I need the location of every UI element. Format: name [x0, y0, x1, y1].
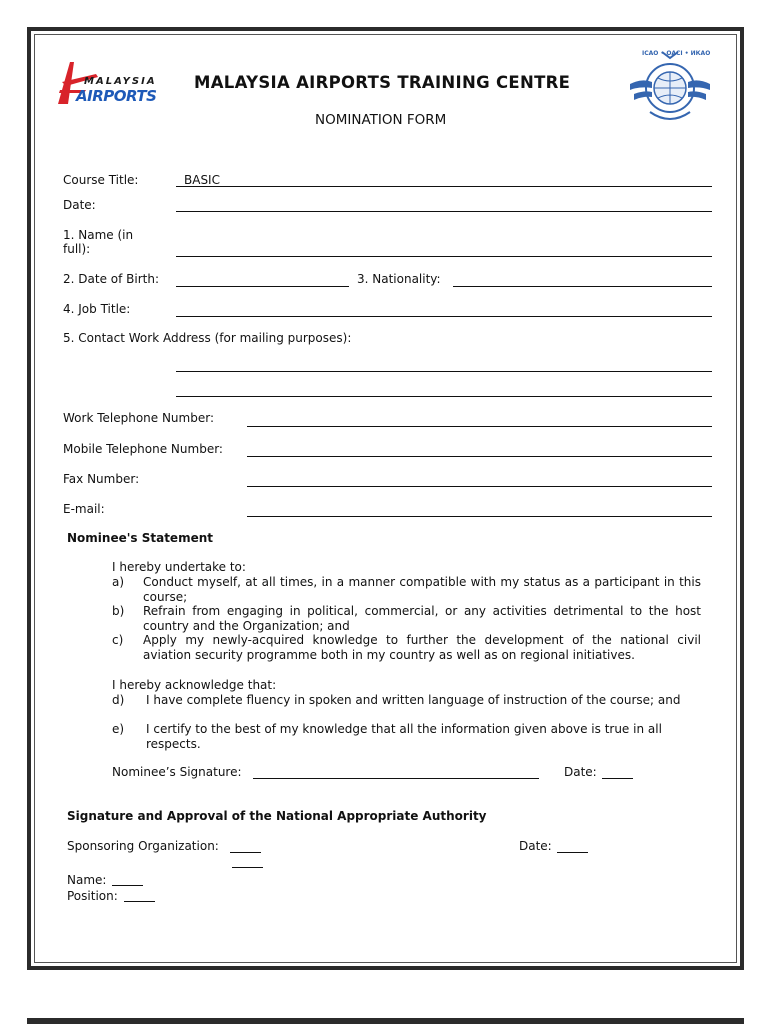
- fax-line[interactable]: [247, 486, 712, 487]
- page-frame-inner: [34, 34, 737, 963]
- list-text: I certify to the best of my knowledge that all the information given above is true in all respects.: [146, 722, 662, 751]
- course-title-line[interactable]: [176, 186, 712, 187]
- list-marker: b): [112, 604, 125, 618]
- undertake-intro: I hereby undertake to:: [112, 560, 246, 574]
- mobile-tel-line[interactable]: [247, 456, 712, 457]
- approval-heading: Signature and Approval of the National Appropriate Authority: [67, 809, 487, 823]
- list-marker: e): [112, 722, 125, 736]
- approver-name-line[interactable]: [112, 885, 143, 886]
- job-title-label: 4. Job Title:: [63, 302, 131, 316]
- approver-position-line[interactable]: [124, 901, 155, 902]
- date-label: Date:: [63, 198, 96, 212]
- name-line[interactable]: [176, 256, 712, 257]
- list-item: [112, 604, 701, 633]
- list-text: Conduct myself, at all times, in a manner compatible with my status as a participant in this course;: [143, 575, 701, 604]
- job-title-line[interactable]: [176, 316, 712, 317]
- work-tel-line[interactable]: [247, 426, 712, 427]
- acknowledge-intro: I hereby acknowledge that:: [112, 678, 277, 692]
- address-line-2[interactable]: [176, 396, 712, 397]
- list-marker: a): [112, 575, 125, 589]
- address-line-1[interactable]: [176, 371, 712, 372]
- course-title-value[interactable]: BASIC: [184, 173, 220, 187]
- approver-position-label: Position:: [67, 889, 118, 903]
- logo-text-top: MALAYSIA: [84, 76, 157, 87]
- approver-name-label: Name:: [67, 873, 107, 887]
- list-marker: c): [112, 633, 124, 647]
- list-item: [112, 693, 701, 722]
- list-item: [112, 722, 701, 751]
- list-item: [112, 633, 701, 662]
- name-label-line2: full):: [63, 242, 91, 256]
- name-label-line1: 1. Name (in: [63, 228, 134, 242]
- nominee-signature-line[interactable]: [253, 778, 539, 779]
- email-line[interactable]: [247, 516, 712, 517]
- nominee-signature-label: Nominee’s Signature:: [112, 765, 242, 779]
- email-label: E-mail:: [63, 502, 105, 516]
- approval-date-label: Date:: [519, 839, 552, 853]
- list-marker: d): [112, 693, 125, 707]
- nominee-date-label: Date:: [564, 765, 597, 779]
- fax-label: Fax Number:: [63, 472, 140, 486]
- course-title-label: Course Title:: [63, 173, 139, 187]
- sponsoring-org-line[interactable]: [230, 852, 261, 853]
- page-frame: [27, 27, 744, 970]
- approval-date-line[interactable]: [557, 852, 588, 853]
- nationality-label: 3. Nationality:: [357, 272, 441, 286]
- list-item: [112, 575, 701, 604]
- sponsoring-org-line-2[interactable]: [232, 867, 263, 868]
- mobile-tel-label: Mobile Telephone Number:: [63, 442, 223, 456]
- nationality-line[interactable]: [453, 286, 712, 287]
- dob-line[interactable]: [176, 286, 349, 287]
- list-text: Refrain from engaging in political, commercial, or any activities detrimental to the host country and the Organization; and: [143, 604, 701, 633]
- malaysia-airports-logo: [56, 60, 158, 108]
- nominee-statement-heading: Nominee's Statement: [67, 531, 213, 545]
- work-tel-label: Work Telephone Number:: [63, 411, 214, 425]
- sponsoring-org-label: Sponsoring Organization:: [67, 839, 219, 853]
- list-text: I have complete fluency in spoken and written language of instruction of the course; and: [146, 693, 681, 707]
- next-page-edge: [27, 1018, 744, 1024]
- logo-text-bottom: AIRPORTS: [76, 87, 157, 105]
- list-text: Apply my newly-acquired knowledge to further the development of the national civil aviation security programme both in my country as well as on regional initiatives.: [143, 633, 701, 662]
- form-subtitle: NOMINATION FORM: [315, 112, 447, 128]
- nominee-date-line[interactable]: [602, 778, 633, 779]
- icao-emblem-text: ICAO • OACI • ИКАО: [642, 50, 711, 57]
- icao-globe-icon: [628, 50, 712, 130]
- address-label: 5. Contact Work Address (for mailing purposes):: [63, 331, 352, 345]
- dob-label: 2. Date of Birth:: [63, 272, 159, 286]
- date-line[interactable]: [176, 211, 712, 212]
- page-title: MALAYSIA AIRPORTS TRAINING CENTRE: [194, 73, 571, 92]
- icao-emblem: [628, 50, 712, 130]
